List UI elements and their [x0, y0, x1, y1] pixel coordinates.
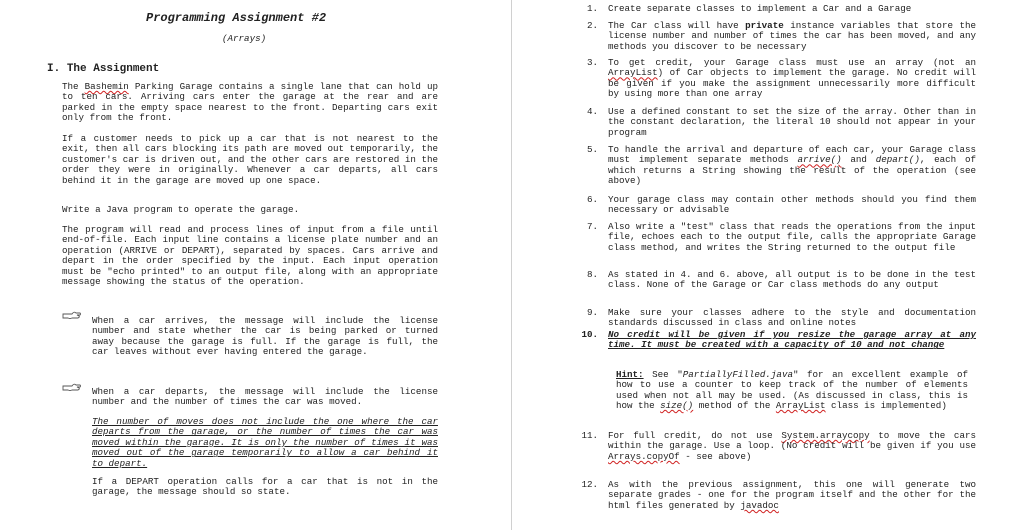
- paragraph-move-cars: If a customer needs to pick up a car that is not nearest to the exit, then all cars blocking its path are moved out temporarily, the customer's car is driven out, and the other cars are restored in the order they were in originally. Whenever a car departs, all cars behind it in the garage are moved up one space.: [62, 133, 438, 186]
- requirement-9: Make sure your classes adhere to the style and documentation standards discussed in class and online notes: [608, 307, 976, 329]
- pointing-hand-icon: [62, 309, 82, 321]
- item-number: 8.: [586, 269, 598, 280]
- requirement-11: For full credit, do not use System.arraycopy to move the cars within the garage. Use a loop. (No credit will be given if you use Arrays.copyOf - see above): [608, 430, 976, 462]
- item-number: 12.: [581, 479, 598, 490]
- document-subtitle: (Arrays): [222, 33, 267, 44]
- requirement-6: Your garage class may contain other methods should you find them necessary or advisable: [608, 194, 976, 216]
- item-number: 7.: [586, 221, 598, 232]
- paragraph-write-program: Write a Java program to operate the garage.: [62, 204, 300, 215]
- document-title: Programming Assignment #2: [146, 11, 327, 25]
- requirement-1: Create separate classes to implement a Car and a Garage: [608, 3, 912, 14]
- requirement-10: No credit will be given if you resize the garage array at any time. It must be created with a capacity of 10 and not change: [608, 329, 976, 351]
- paragraph-intro: The Bashemin Parking Garage contains a single lane that can hold up to ten cars. Arriving cars enter the garage at the rear and are parked in the empty space nearest to the front. Departing cars exit only from the front.: [62, 81, 438, 124]
- item-number: 10.: [581, 329, 598, 340]
- hint-note: Hint: See "PartiallyFilled.java" for an excellent example of how to use a counter to keep track of the number of elements used when not all may be used. (As discussed in class, this is how the size() method of the ArrayList class is implemented): [616, 369, 968, 412]
- paragraph-depart-missing: If a DEPART operation calls for a car that is not in the garage, the message should so state.: [92, 476, 438, 498]
- item-number: 5.: [586, 144, 598, 155]
- paragraph-input-output: The program will read and process lines of input from a file until end-of-file. Each input line contains a license plate number and an operation (ARRIVE or DEPART), separated by spaces. Cars arrive and depart in the order specified by the input. Each input operation must be "echo printed" to an output file, along with an appropriate message showing the status of the operation.: [62, 224, 438, 288]
- requirement-7: Also write a "test" class that reads the operations from the input file, echoes each to the output file, calls the appropriate Garage class method, and writes the String returned to the output file: [608, 221, 976, 253]
- pointing-hand-icon: [62, 381, 82, 393]
- bullet-departure-message: When a car departs, the message will include the license number and the number of times the car was moved.: [92, 386, 438, 408]
- requirement-8: As stated in 4. and 6. above, all output is to be done in the test class. None of the Garage or Car class methods do any output: [608, 269, 976, 291]
- requirement-3: To get credit, your Garage class must use an array (not an ArrayList) of Car objects to implement the garage. No credit will be given if you make the assignment unnecessarily more difficult by using more than one array: [608, 57, 976, 100]
- section-title: The Assignment: [66, 63, 160, 75]
- item-number: 9.: [586, 307, 598, 318]
- requirement-12: As with the previous assignment, this one will generate two separate grades - one for the program itself and the other for the html files generated by javadoc: [608, 479, 976, 511]
- note-number-of-moves: The number of moves does not include the one where the car departs from the garage, or the number of times the car was moved within the garage. It is only the number of times it was moved out of the garage temporarily to allow a car behind it to depart.: [92, 416, 438, 469]
- item-number: 3.: [586, 57, 598, 68]
- item-number: 4.: [586, 106, 598, 117]
- requirement-4: Use a defined constant to set the size of the array. Other than in the constant declaration, the literal 10 should not appear in your program: [608, 106, 976, 138]
- garage-name: Bashemin: [84, 81, 129, 92]
- item-number: 2.: [586, 20, 598, 31]
- section-number: I.: [47, 63, 61, 75]
- requirement-2: The Car class will have private instance variables that store the license number and number of times the car has been moved, and any methods you discover to be necessary: [608, 20, 976, 52]
- requirement-5: To handle the arrival and departure of each car, your Garage class must implement separate methods arrive() and depart(), each of which returns a String showing the result of the operation (see above): [608, 144, 976, 187]
- item-number: 11.: [581, 430, 598, 441]
- right-page: [512, 0, 1024, 530]
- item-number: 6.: [586, 194, 598, 205]
- section-heading: [47, 63, 159, 75]
- bullet-arrival-message: When a car arrives, the message will include the license number and state whether the car is being parked or turned away because the garage is full. If the garage is full, the car leaves without ever having entered the garage.: [92, 315, 438, 358]
- item-number: 1.: [586, 3, 598, 14]
